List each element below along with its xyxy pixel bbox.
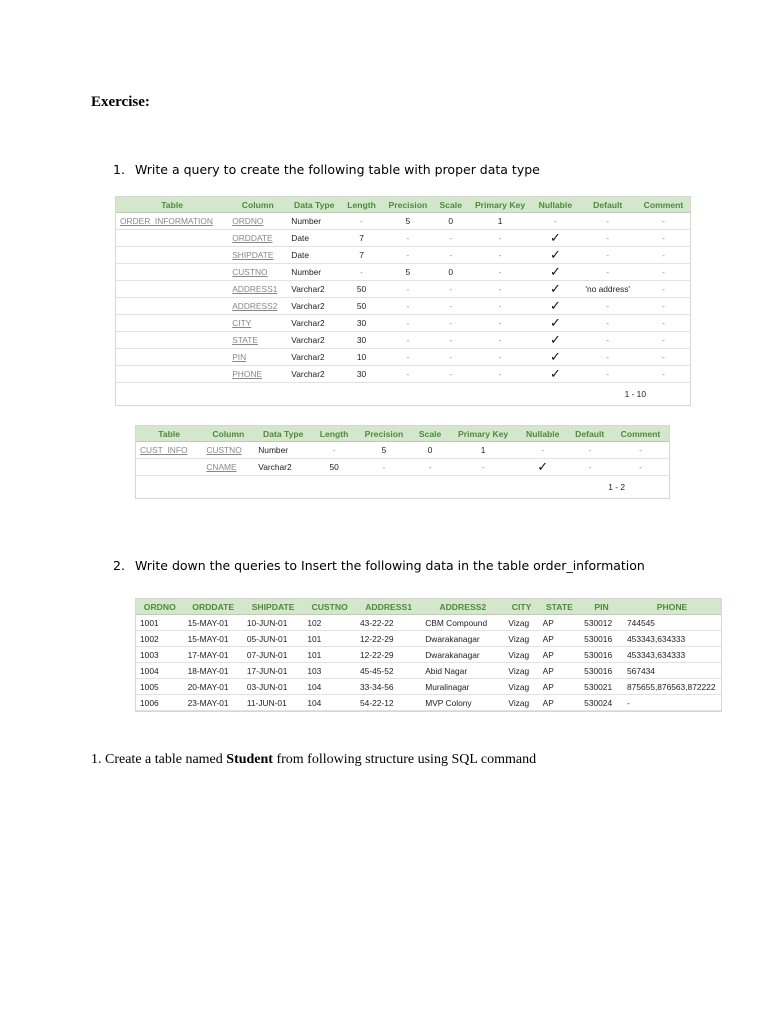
table-cell-address1: 12-22-29 xyxy=(356,631,421,647)
table-cell-address1: 54-22-12 xyxy=(356,695,421,711)
table-cell-primary-key: - xyxy=(468,230,533,247)
table-cell-scale: - xyxy=(434,247,468,264)
table-row xyxy=(116,213,690,230)
column-name-link[interactable]: PIN xyxy=(228,349,287,366)
table-cell-primary-key: - xyxy=(468,298,533,315)
table-cell-length: 50 xyxy=(341,298,382,315)
column-header-default: Default xyxy=(578,197,637,213)
column-header-scale: Scale xyxy=(412,426,448,442)
nullable-check-icon: ✓ xyxy=(532,349,578,366)
nullable-check-icon: ✓ xyxy=(532,298,578,315)
table-cell-primary-key: - xyxy=(448,459,518,476)
instruction-table-name: Student xyxy=(226,752,273,767)
column-header-nullable: Nullable xyxy=(518,426,568,442)
table-row xyxy=(116,247,690,264)
table-cell-primary-key: 1 xyxy=(468,213,533,230)
column-header-length: Length xyxy=(312,426,356,442)
table-cell-orddate: 15-MAY-01 xyxy=(184,615,243,631)
row-range-label: 1 - 2 xyxy=(608,482,625,492)
pagination-row xyxy=(136,476,669,499)
order-data-table xyxy=(135,598,722,712)
order-information-schema-table xyxy=(115,196,691,406)
table-cell-data-type: Varchar2 xyxy=(287,366,341,383)
table-name-link xyxy=(116,349,228,366)
table-cell-custno: 104 xyxy=(303,679,356,695)
nullable-check-icon: ✓ xyxy=(532,264,578,281)
cust-info-schema-table xyxy=(135,425,670,499)
column-header-scale: Scale xyxy=(434,197,468,213)
table-cell-length: - xyxy=(312,442,356,459)
table-row xyxy=(116,332,690,349)
table-row xyxy=(116,230,690,247)
column-name-link[interactable]: CNAME xyxy=(202,459,254,476)
table-cell-nullable: - xyxy=(532,213,578,230)
table-cell-orddate: 23-MAY-01 xyxy=(184,695,243,711)
table-cell-comment: - xyxy=(637,213,690,230)
table-cell-default: - xyxy=(578,298,637,315)
table-cell-ordno: 1001 xyxy=(136,615,184,631)
question-2-text: Write down the queries to Insert the following data in the table order_information xyxy=(135,558,645,573)
column-header-phone: PHONE xyxy=(623,599,721,615)
table-cell-address1: 45-45-52 xyxy=(356,663,421,679)
table-cell-default: - xyxy=(578,366,637,383)
table-cell-precision: 5 xyxy=(356,442,412,459)
table-cell-length: 50 xyxy=(341,281,382,298)
column-header-address2: ADDRESS2 xyxy=(421,599,504,615)
table-cell-shipdate: 11-JUN-01 xyxy=(243,695,303,711)
column-header-column: Column xyxy=(202,426,254,442)
table-cell-primary-key: 1 xyxy=(448,442,518,459)
column-name-link[interactable]: ADDRESS1 xyxy=(228,281,287,298)
question-1-number: 1. xyxy=(113,162,125,177)
table-row xyxy=(136,631,721,647)
table-cell-phone: 875655,876563,872222 xyxy=(623,679,721,695)
table-cell-shipdate: 07-JUN-01 xyxy=(243,647,303,663)
table-cell-state: AP xyxy=(539,631,581,647)
table-cell-ordno: 1006 xyxy=(136,695,184,711)
column-header-state: STATE xyxy=(539,599,581,615)
table-cell-state: AP xyxy=(539,615,581,631)
table-cell-precision: - xyxy=(382,366,434,383)
table-cell-address2: Muralinagar xyxy=(421,679,504,695)
table-cell-default: - xyxy=(578,332,637,349)
table-cell-precision: 5 xyxy=(382,213,434,230)
nullable-check-icon: ✓ xyxy=(532,315,578,332)
table-cell-comment: - xyxy=(637,230,690,247)
table-cell-data-type: Number xyxy=(287,264,341,281)
table-cell-state: AP xyxy=(539,679,581,695)
table-cell-scale: - xyxy=(434,315,468,332)
table-cell-address2: MVP Colony xyxy=(421,695,504,711)
table-cell-ordno: 1003 xyxy=(136,647,184,663)
table-name-link xyxy=(136,459,202,476)
table-name-link xyxy=(116,281,228,298)
table-cell-data-type: Varchar2 xyxy=(287,298,341,315)
student-table-instruction xyxy=(91,752,536,768)
table-cell-precision: - xyxy=(382,315,434,332)
table-cell-city: Vizag xyxy=(504,695,538,711)
table-cell-orddate: 20-MAY-01 xyxy=(184,679,243,695)
table-row xyxy=(136,647,721,663)
nullable-check-icon: ✓ xyxy=(532,332,578,349)
table-cell-primary-key: - xyxy=(468,315,533,332)
table-cell-length: - xyxy=(341,213,382,230)
table-cell-phone: 744545 xyxy=(623,615,721,631)
table-name-link[interactable]: CUST_INFO xyxy=(136,442,202,459)
table-row xyxy=(136,679,721,695)
table-cell-comment: - xyxy=(612,442,669,459)
table-cell-custno: 103 xyxy=(303,663,356,679)
table-cell-comment: - xyxy=(637,264,690,281)
table-cell-city: Vizag xyxy=(504,647,538,663)
table-cell-shipdate: 03-JUN-01 xyxy=(243,679,303,695)
table-cell-nullable: - xyxy=(518,442,568,459)
column-header-comment: Comment xyxy=(637,197,690,213)
column-name-link[interactable]: ORDNO xyxy=(228,213,287,230)
table-cell-length: 30 xyxy=(341,332,382,349)
column-name-link[interactable]: CUSTNO xyxy=(202,442,254,459)
nullable-check-icon: ✓ xyxy=(532,366,578,383)
table-cell-state: AP xyxy=(539,663,581,679)
table-name-link xyxy=(116,366,228,383)
column-header-column: Column xyxy=(228,197,287,213)
table-row xyxy=(116,298,690,315)
table-cell-default: - xyxy=(578,247,637,264)
table-cell-custno: 102 xyxy=(303,615,356,631)
column-header-pin: PIN xyxy=(580,599,623,615)
nullable-check-icon: ✓ xyxy=(532,281,578,298)
table-cell-city: Vizag xyxy=(504,631,538,647)
table-cell-precision: - xyxy=(382,298,434,315)
table-cell-default: - xyxy=(568,442,612,459)
instruction-suffix: from following structure using SQL command xyxy=(272,752,537,767)
question-1-text: Write a query to create the following table with proper data type xyxy=(135,162,540,177)
table-cell-primary-key: - xyxy=(468,366,533,383)
table-cell-address2: CBM Compound xyxy=(421,615,504,631)
table-cell-city: Vizag xyxy=(504,663,538,679)
table-cell-data-type: Number xyxy=(254,442,312,459)
table-cell-scale: - xyxy=(434,281,468,298)
table-cell-default: - xyxy=(578,315,637,332)
table-cell-data-type: Date xyxy=(287,247,341,264)
table-cell-default: - xyxy=(578,213,637,230)
table-cell-data-type: Varchar2 xyxy=(287,315,341,332)
table-cell-address1: 12-22-29 xyxy=(356,647,421,663)
table-cell-primary-key: - xyxy=(468,247,533,264)
table-cell-address1: 33-34-56 xyxy=(356,679,421,695)
table-cell-length: 7 xyxy=(341,230,382,247)
table-name-link xyxy=(116,230,228,247)
table-cell-comment: - xyxy=(637,349,690,366)
table-name-link[interactable]: ORDER_INFORMATION xyxy=(116,213,228,230)
table-cell-address2: Dwarakanagar xyxy=(421,647,504,663)
table-cell-default: - xyxy=(578,349,637,366)
table-cell-city: Vizag xyxy=(504,615,538,631)
column-header-length: Length xyxy=(341,197,382,213)
table-row xyxy=(116,349,690,366)
table-cell-comment: - xyxy=(637,332,690,349)
table-cell-data-type: Date xyxy=(287,230,341,247)
nullable-check-icon: ✓ xyxy=(532,230,578,247)
column-name-link[interactable]: ORDDATE xyxy=(228,230,287,247)
table-cell-phone: 453343,634333 xyxy=(623,647,721,663)
table-cell-phone: 453343,634333 xyxy=(623,631,721,647)
table-cell-phone: - xyxy=(623,695,721,711)
table-cell-shipdate: 10-JUN-01 xyxy=(243,615,303,631)
table-cell-data-type: Varchar2 xyxy=(254,459,312,476)
table-row xyxy=(116,315,690,332)
column-header-data-type: Data Type xyxy=(287,197,341,213)
nullable-check-icon: ✓ xyxy=(532,247,578,264)
table-cell-orddate: 17-MAY-01 xyxy=(184,647,243,663)
table-cell-default: - xyxy=(568,459,612,476)
column-header-city: CITY xyxy=(504,599,538,615)
table-cell-length: 50 xyxy=(312,459,356,476)
column-header-address1: ADDRESS1 xyxy=(356,599,421,615)
table-row xyxy=(116,264,690,281)
table-cell-pin: 530016 xyxy=(580,663,623,679)
table-cell-length: 30 xyxy=(341,315,382,332)
table-name-link xyxy=(116,332,228,349)
table-cell-scale: - xyxy=(434,366,468,383)
instruction-prefix: 1. Create a table named xyxy=(91,752,227,767)
table-name-link xyxy=(116,264,228,281)
table-cell-primary-key: - xyxy=(468,332,533,349)
table-cell-precision: - xyxy=(382,349,434,366)
table-cell-shipdate: 17-JUN-01 xyxy=(243,663,303,679)
table-cell-ordno: 1005 xyxy=(136,679,184,695)
table-cell-address2: Abid Nagar xyxy=(421,663,504,679)
table-cell-scale: 0 xyxy=(412,442,448,459)
pagination-row xyxy=(116,383,690,406)
table-cell-comment: - xyxy=(637,315,690,332)
table-cell-length: 30 xyxy=(341,366,382,383)
table-cell-length: - xyxy=(341,264,382,281)
table-cell-ordno: 1002 xyxy=(136,631,184,647)
table-cell-comment: - xyxy=(637,247,690,264)
table-cell-default: - xyxy=(578,230,637,247)
column-header-precision: Precision xyxy=(356,426,412,442)
table-cell-custno: 101 xyxy=(303,647,356,663)
table-cell-precision: - xyxy=(382,332,434,349)
table-cell-city: Vizag xyxy=(504,679,538,695)
table-cell-state: AP xyxy=(539,695,581,711)
question-2-number: 2. xyxy=(113,558,125,573)
table-cell-data-type: Varchar2 xyxy=(287,332,341,349)
table-cell-data-type: Number xyxy=(287,213,341,230)
table-cell-orddate: 18-MAY-01 xyxy=(184,663,243,679)
table-cell-primary-key: - xyxy=(468,349,533,366)
column-header-orddate: ORDDATE xyxy=(184,599,243,615)
table-cell-comment: - xyxy=(637,281,690,298)
column-name-link[interactable]: CUSTNO xyxy=(228,264,287,281)
column-header-comment: Comment xyxy=(612,426,669,442)
table-cell-primary-key: - xyxy=(468,281,533,298)
table-row xyxy=(136,663,721,679)
table-cell-data-type: Varchar2 xyxy=(287,281,341,298)
column-header-primary-key: Primary Key xyxy=(468,197,533,213)
column-name-link[interactable]: SHIPDATE xyxy=(228,247,287,264)
table-cell-comment: - xyxy=(637,298,690,315)
table-cell-scale: - xyxy=(434,332,468,349)
table-cell-default: - xyxy=(578,264,637,281)
table-cell-precision: - xyxy=(382,247,434,264)
table-cell-shipdate: 05-JUN-01 xyxy=(243,631,303,647)
table-cell-pin: 530024 xyxy=(580,695,623,711)
table-cell-custno: 101 xyxy=(303,631,356,647)
table-cell-ordno: 1004 xyxy=(136,663,184,679)
column-name-link[interactable]: STATE xyxy=(228,332,287,349)
table-cell-pin: 530012 xyxy=(580,615,623,631)
table-name-link xyxy=(116,247,228,264)
column-name-link[interactable]: PHONE xyxy=(228,366,287,383)
table-cell-default: 'no address' xyxy=(578,281,637,298)
table-cell-precision: 5 xyxy=(382,264,434,281)
column-header-default: Default xyxy=(568,426,612,442)
table-row xyxy=(116,281,690,298)
column-header-ordno: ORDNO xyxy=(136,599,184,615)
table-cell-state: AP xyxy=(539,647,581,663)
table-cell-precision: - xyxy=(382,230,434,247)
table-name-link xyxy=(116,315,228,332)
table-cell-data-type: Varchar2 xyxy=(287,349,341,366)
table-cell-custno: 104 xyxy=(303,695,356,711)
column-header-table: Table xyxy=(136,426,202,442)
nullable-check-icon: ✓ xyxy=(518,459,568,476)
table-row xyxy=(136,442,669,459)
table-cell-orddate: 15-MAY-01 xyxy=(184,631,243,647)
table-cell-address1: 43-22-22 xyxy=(356,615,421,631)
table-row xyxy=(136,459,669,476)
table-row xyxy=(116,366,690,383)
table-cell-primary-key: - xyxy=(468,264,533,281)
column-header-data-type: Data Type xyxy=(254,426,312,442)
column-name-link[interactable]: ADDRESS2 xyxy=(228,298,287,315)
table-cell-comment: - xyxy=(637,366,690,383)
table-cell-scale: 0 xyxy=(434,264,468,281)
table-cell-comment: - xyxy=(612,459,669,476)
table-cell-pin: 530016 xyxy=(580,631,623,647)
column-header-nullable: Nullable xyxy=(532,197,578,213)
column-name-link[interactable]: CITY xyxy=(228,315,287,332)
table-cell-phone: 567434 xyxy=(623,663,721,679)
column-header-primary-key: Primary Key xyxy=(448,426,518,442)
table-cell-precision: - xyxy=(382,281,434,298)
table-name-link xyxy=(116,298,228,315)
table-row xyxy=(136,615,721,631)
table-cell-length: 7 xyxy=(341,247,382,264)
column-header-table: Table xyxy=(116,197,228,213)
table-cell-scale: - xyxy=(434,298,468,315)
table-cell-precision: - xyxy=(356,459,412,476)
table-cell-scale: - xyxy=(412,459,448,476)
column-header-shipdate: SHIPDATE xyxy=(243,599,303,615)
table-cell-address2: Dwarakanagar xyxy=(421,631,504,647)
table-cell-scale: - xyxy=(434,349,468,366)
column-header-precision: Precision xyxy=(382,197,434,213)
table-row xyxy=(136,695,721,711)
table-cell-scale: - xyxy=(434,230,468,247)
exercise-heading: Exercise: xyxy=(91,94,150,110)
table-cell-pin: 530021 xyxy=(580,679,623,695)
table-cell-length: 10 xyxy=(341,349,382,366)
table-cell-scale: 0 xyxy=(434,213,468,230)
column-header-custno: CUSTNO xyxy=(303,599,356,615)
row-range-label: 1 - 10 xyxy=(624,389,646,399)
table-cell-pin: 530016 xyxy=(580,647,623,663)
